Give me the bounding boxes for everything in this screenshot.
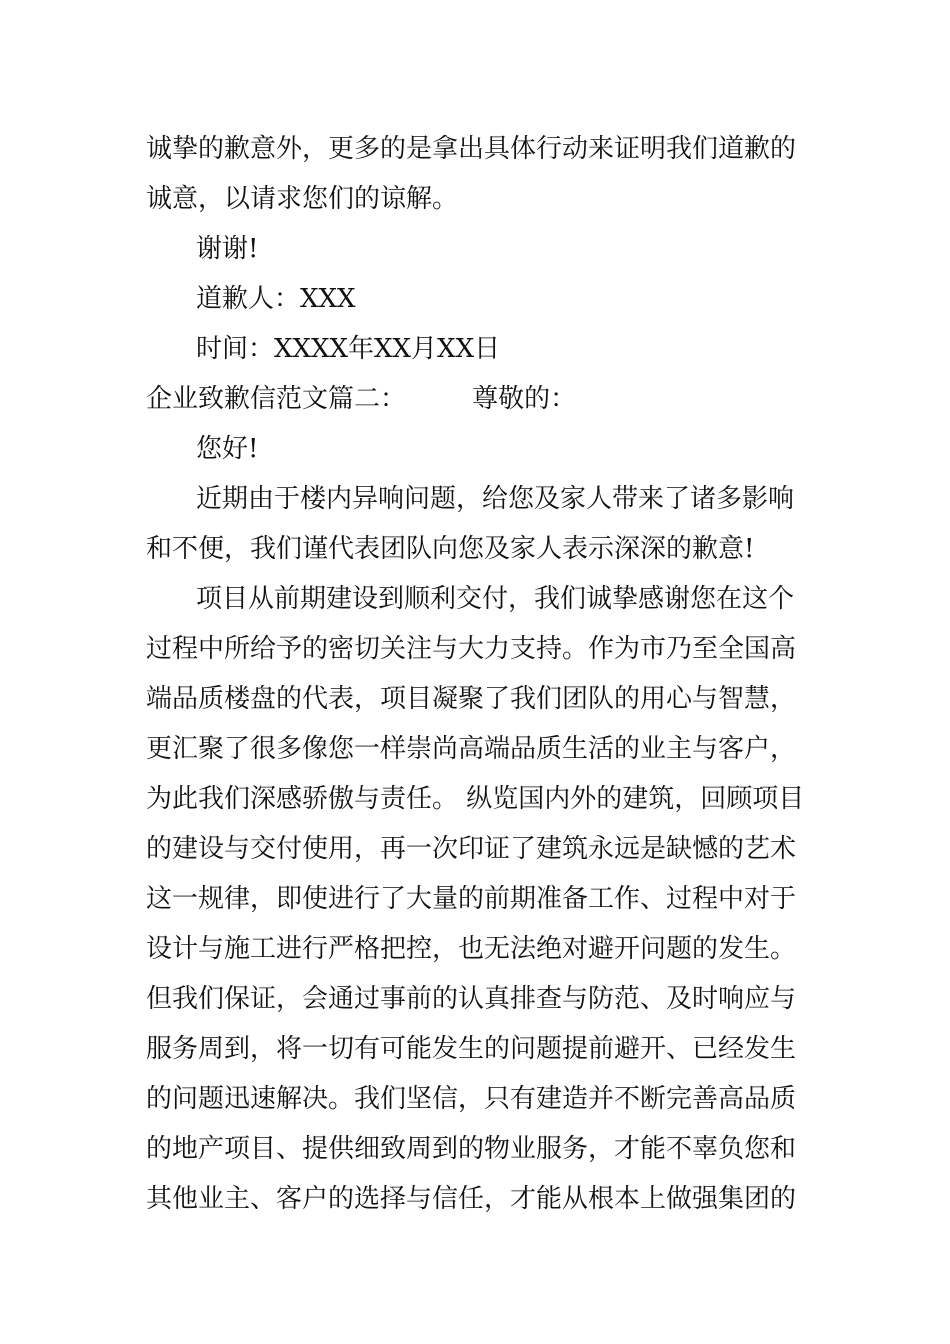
text-line: 谢谢! <box>196 234 259 264</box>
text-line: 为此我们深感骄傲与责任。 纵览国内外的建筑，回顾项目 <box>146 784 805 814</box>
text-line: 过程中所给予的密切关注与大力支持。作为市乃至全国高 <box>146 634 797 664</box>
text-line: 的地产项目、提供细致周到的物业服务，才能不辜负您和 <box>146 1134 797 1164</box>
text-line: 和不便，我们谨代表团队向您及家人表示深深的歉意! <box>146 534 755 564</box>
text-line: 诚意，以请求您们的谅解。 <box>146 184 459 214</box>
text-line: 更汇聚了很多像您一样崇尚高端品质生活的业主与客户， <box>146 734 797 764</box>
text-line: 其他业主、客户的选择与信任，才能从根本上做强集团的 <box>146 1184 797 1214</box>
text-line: 诚挚的歉意外，更多的是拿出具体行动来证明我们道歉的 <box>146 134 797 164</box>
text-line: 设计与施工进行严格把控，也无法绝对避开问题的发生。 <box>146 934 797 964</box>
date-line: 时间：XXXX年XX月XX日 <box>196 334 501 364</box>
text-line: 端品质楼盘的代表，项目凝聚了我们团队的用心与智慧， <box>146 684 797 714</box>
text-line: 的建设与交付使用，再一次印证了建筑永远是缺憾的艺术 <box>146 834 797 864</box>
text-line: 这一规律，即使进行了大量的前期准备工作、过程中对于 <box>146 884 797 914</box>
text-line: 但我们保证，会通过事前的认真排查与防范、及时响应与 <box>146 984 797 1014</box>
text-line: 服务周到，将一切有可能发生的问题提前避开、已经发生 <box>146 1034 797 1064</box>
text-line: 项目从前期建设到顺利交付，我们诚挚感谢您在这个 <box>196 584 795 614</box>
signer-line: 道歉人：XXX <box>196 284 356 314</box>
text-line: 的问题迅速解决。我们坚信，只有建造并不断完善高品质 <box>146 1084 797 1114</box>
section-heading: 企业致歉信范文篇二： 尊敬的： <box>146 384 577 414</box>
text-line: 近期由于楼内异响问题，给您及家人带来了诸多影响 <box>196 484 795 514</box>
greeting-line: 您好! <box>196 434 259 464</box>
